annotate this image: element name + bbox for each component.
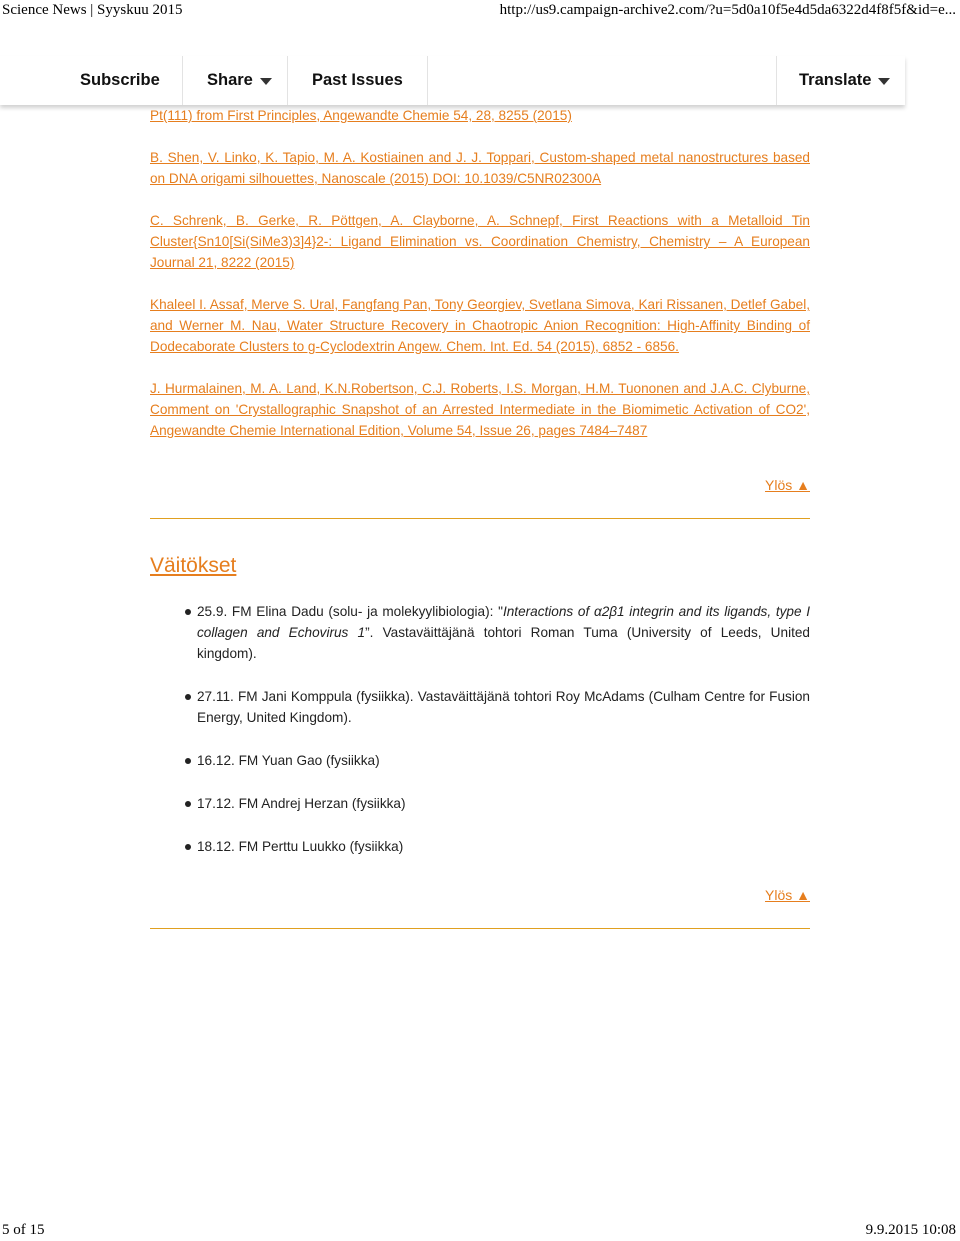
translate-label: Translate	[799, 71, 872, 89]
event-thesis-title: Interactions of α2β1 integrin and its ligands, type I collagen and Echovirus 1	[197, 604, 810, 640]
print-datetime: 9.9.2015 10:08	[865, 1222, 956, 1238]
section-divider	[150, 928, 810, 929]
list-item	[150, 601, 810, 664]
section-title-link[interactable]: Väitökset	[150, 554, 237, 577]
subscribe-button[interactable]	[80, 56, 160, 105]
back-to-top-row	[150, 475, 810, 496]
past-issues-button[interactable]	[312, 56, 403, 105]
reference-link[interactable]: C. Schrenk, B. Gerke, R. Pöttgen, A. Clayborne, A. Schnepf, First Reactions with a Metalloid Tin Cluster{Sn10[Si(SiMe3)3]4}2-: Ligand Elimination vs. Coordination Chemistry, Chemistry – A European Journal 21, 8222 (2015)	[150, 213, 810, 270]
section-divider	[150, 518, 810, 519]
event-list	[150, 601, 810, 857]
subscribe-label: Subscribe	[80, 71, 160, 89]
list-item: 17.12. FM Andrej Herzan (fysiikka)	[150, 793, 810, 814]
event-text: 25.9. FM Elina Dadu (solu- ja molekyylibiologia): "	[197, 604, 503, 619]
reference-link[interactable]: B. Shen, V. Linko, K. Tapio, M. A. Kostiainen and J. J. Toppari, Custom-shaped metal nanostructures based on DNA origami silhouettes, Nanoscale (2015) DOI: 10.1039/C5NR02300A	[150, 150, 810, 186]
print-header	[0, 0, 960, 22]
share-menu-button[interactable]	[207, 56, 272, 105]
print-footer	[0, 1222, 960, 1241]
print-url: http://us9.campaign-archive2.com/?u=5d0a10f5e4d5da6322d4f8f5f&id=e...	[499, 2, 956, 18]
nav-divider	[776, 56, 777, 105]
past-issues-label: Past Issues	[312, 71, 403, 89]
nav-divider	[287, 56, 288, 105]
reference-link[interactable]: J. Hurmalainen, M. A. Land, K.N.Robertson, C.J. Roberts, I.S. Morgan, H.M. Tuononen and J.A.C. Clyburne, Comment on 'Crystallographic Snapshot of an Arrested Intermediate in the Biomimetic Activation of CO2', Angewandte Chemie International Edition, Volume 54, Issue 26, pages 7484–7487	[150, 381, 810, 438]
nav-divider	[182, 56, 183, 105]
share-label: Share	[207, 71, 253, 89]
translate-menu-button[interactable]	[799, 56, 890, 105]
list-item: 16.12. FM Yuan Gao (fysiikka)	[150, 750, 810, 771]
newsletter-content	[150, 84, 810, 929]
back-to-top-link[interactable]: Ylös ▲	[765, 887, 810, 903]
chevron-down-icon	[878, 78, 890, 85]
back-to-top-row	[150, 885, 810, 906]
list-item: 18.12. FM Perttu Luukko (fysiikka)	[150, 836, 810, 857]
event-text: ”. Vastaväittäjänä tohtori Roman Tuma (University of Leeds, United kingdom).	[197, 625, 810, 661]
reference-link[interactable]: Khaleel I. Assaf, Merve S. Ural, Fangfang Pan, Tony Georgiev, Svetlana Simova, Kari Rissanen, Detlef Gabel, and Werner M. Nau, Water Structure Recovery in Chaotropic Anion Recognition: High-Affinity Binding of Dodecaborate Clusters to g-Cyclodextrin Angew. Chem. Int. Ed. 54 (2015), 6852 - 6856.	[150, 297, 810, 354]
back-to-top-link[interactable]: Ylös ▲	[765, 477, 810, 493]
list-item: 27.11. FM Jani Komppula (fysiikka). Vastaväittäjänä tohtori Roy McAdams (Culham Centre for Fusion Energy, United Kingdom).	[150, 686, 810, 728]
print-page-title: Science News | Syyskuu 2015	[2, 2, 183, 18]
chevron-down-icon	[260, 78, 272, 85]
section-heading	[150, 553, 810, 579]
reference-text: Pt(111) from First Principles, Angewandte Chemie 54, 28, 8255 (2015)	[150, 108, 572, 123]
page-count: 5 of 15	[2, 1222, 45, 1238]
nav-divider	[427, 56, 428, 105]
newsletter-nav-bar	[0, 56, 905, 105]
